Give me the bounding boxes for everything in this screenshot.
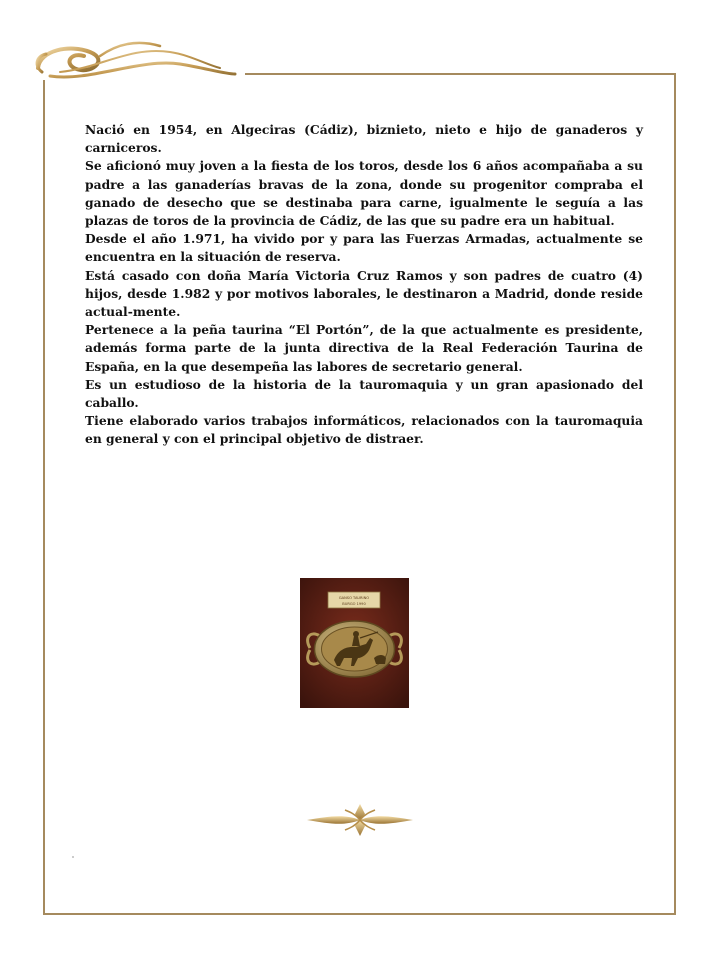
book-label-line2: BURGO 1990 [342, 602, 366, 606]
bio-paragraph: Nació en 1954, en Algeciras (Cádiz), biznieto, nieto e hijo de ganaderos y carniceros. [85, 122, 643, 156]
bio-paragraph: Pertenece a la peña taurina “El Portón”, de la que actualmente es presidente, además forma parte de la junta directiva de la Real Federación Taurina de España, en la que desempeña las labores de secretario general. [85, 322, 643, 374]
bio-paragraph: Está casado con doña María Victoria Cruz Ramos y son padres de cuatro (4) hijos, desde 1.982 y por motivos laborales, le destinaron a Madrid, donde reside actual-mente. [85, 267, 643, 320]
gold-ornament-icon [305, 802, 415, 838]
bio-paragraph: Desde el año 1.971, ha vivido por y para las Fuerzas Armadas, actualmente se encuentra en la situación de reserva. [85, 231, 643, 265]
biography-text [85, 121, 643, 449]
book-label-line1: GANSO TAURINO [338, 596, 370, 600]
bio-paragraph: Es un estudioso de la historia de la tauromaquia y un gran apasionado del caballo. [85, 376, 643, 411]
speck [72, 856, 74, 858]
book-cover-image [300, 578, 409, 708]
gold-flourish-icon [30, 38, 240, 88]
bio-paragraph: Tiene elaborado varios trabajos informáticos, relacionados con la tauromaquia en general y con el principal objetivo de distraer. [85, 413, 643, 447]
bio-paragraph: Se aficionó muy joven a la fiesta de los toros, desde los 6 años acompañaba a su padre a las ganaderías bravas de la zona, donde su progenitor compraba el ganado de desecho que se destinaba para carne, igualmente le seguía a las plazas de toros de la provincia de Cádiz, de las que su padre era un habitual. [85, 158, 643, 229]
